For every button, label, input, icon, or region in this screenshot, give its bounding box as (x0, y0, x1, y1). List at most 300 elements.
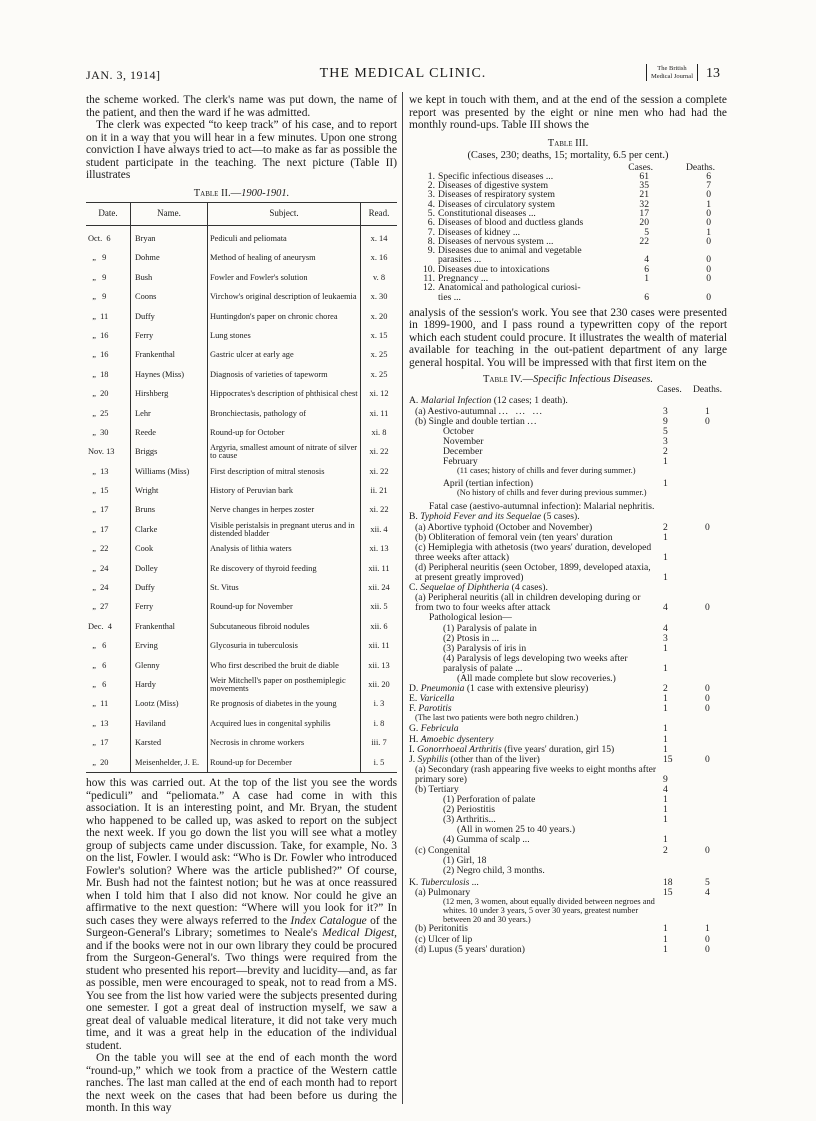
cell-name: Williams (Miss) (131, 462, 208, 481)
cell-text: Pneumonia (420, 683, 465, 695)
table-row (86, 520, 397, 539)
cell-subject: Re discovery of thyroid feeding (208, 559, 361, 578)
deaths-value: 0 (705, 693, 710, 705)
cell-name: Dolley (131, 559, 208, 578)
cell-date: „ 20 (86, 753, 131, 773)
cell-date: Oct. 6 (88, 233, 111, 243)
cell-name: Bruns (131, 501, 208, 520)
deaths-value: 1 (705, 405, 710, 417)
cell-date: „ 15 (88, 486, 109, 496)
paragraph: the scheme worked. The clerk's name was put down, the name of the patient, and then the ward if he was admitted. (86, 94, 397, 119)
cell-text: February (443, 456, 478, 468)
cell-subject: First description of mitral stenosis (208, 462, 361, 481)
cell-text: (12 cases; 1 death). (493, 395, 568, 407)
cell-name: Ferry (131, 598, 208, 617)
cases-value: 1 (663, 794, 668, 806)
row-label: Diseases of nervous system ... (438, 235, 554, 247)
cell-read: xii. 6 (361, 617, 398, 636)
cases-value: 1 (663, 723, 668, 735)
cases-value: 4 (663, 622, 668, 634)
body-text (86, 777, 397, 1115)
column-divider (402, 92, 403, 1104)
deaths-value: 0 (705, 844, 710, 856)
cell-text: (other than of the liver) (450, 753, 540, 765)
cell-text: (No history of chills and fever during previous summer.) (457, 488, 647, 498)
cell-read: xi. 12 (361, 385, 398, 404)
cell-date: „ 30 (88, 427, 109, 437)
cell-date: Nov. 13 (88, 447, 115, 457)
cases-value: 1 (663, 693, 668, 705)
deaths-value: 0 (706, 235, 711, 247)
cell-date: „ 9 (88, 253, 107, 263)
cases-value: 4 (644, 254, 649, 266)
cases-value: 1 (663, 642, 668, 654)
cell-read: v. 8 (361, 268, 398, 287)
cell-name: Lootz (Miss) (131, 695, 208, 714)
table-row (86, 617, 397, 636)
cases-value: 2 (663, 844, 668, 856)
table-row (86, 249, 397, 268)
deaths-value: 1 (706, 226, 711, 238)
cell-name: Clarke (131, 520, 208, 539)
cell-text: (All made complete but slow recoveries.) (457, 672, 616, 684)
row-label: Diseases due to animal and vegetable (438, 245, 582, 257)
row-number: 6. (427, 217, 435, 229)
cell-read: i. 3 (361, 695, 398, 714)
cell-text: (1) Perforation of palate (443, 794, 536, 806)
deaths-value: 7 (706, 180, 711, 192)
deaths-value: 0 (705, 683, 710, 695)
cell-subject: Diagnosis of varieties of tapeworm (208, 365, 361, 384)
running-header (86, 64, 720, 86)
table-row (86, 385, 397, 404)
left-column (86, 94, 397, 1115)
cell-text: (a) Pulmonary (415, 886, 471, 898)
cases-value: 20 (639, 217, 649, 229)
cell-name: Coons (131, 288, 208, 307)
cell-name: Glenny (131, 656, 208, 675)
cell-text: (11 cases; history of chills and fever during summer.) (457, 466, 636, 476)
cell-name: Meisenhelder, J. E. (131, 753, 208, 773)
cell-name: Bryan (131, 225, 208, 249)
cell-text: December (443, 445, 483, 457)
table2-caption: Table II.—1900-1901. (193, 187, 290, 199)
table4-row (409, 945, 727, 955)
table4-row: (a) Aestivo-autumnal ... ... ... 3 1 (409, 407, 727, 417)
cell-text: (1) Girl, 18 (443, 854, 487, 866)
cell-date: „ 17 (88, 524, 109, 534)
cases-value: 1 (663, 834, 668, 846)
cases-value: 1 (663, 703, 668, 715)
table-row (86, 579, 397, 598)
cell-date: „ 13 (88, 718, 109, 728)
table-row-cont: parasites ... 4 0 (438, 254, 711, 266)
cases-value: 2 (663, 445, 668, 457)
cell-text: F. (409, 703, 416, 715)
deaths-value: 0 (705, 753, 710, 765)
issue-date: JAN. 3, 1914] (86, 68, 161, 82)
cell-read: xi. 22 (361, 501, 398, 520)
row-label: Diseases of circulatory system (438, 198, 555, 210)
table-row (86, 268, 397, 287)
cell-name: Duffy (131, 307, 208, 326)
cell-read: xii. 4 (361, 520, 398, 539)
cell-text: (a) Secondary (rash appearing five weeks to eight months after primary sore) (415, 763, 657, 785)
cases-value: 17 (639, 207, 649, 219)
cases-value: 3 (663, 632, 668, 644)
table-row (86, 637, 397, 656)
cases-value: 6 (644, 291, 649, 303)
cell-text: (a) Aestivo-autumnal (415, 405, 497, 417)
table-row (86, 365, 397, 384)
cell-subject: Acquired lues in congenital syphilis (208, 714, 361, 733)
cell-subject: Bronchiectasis, pathology of (208, 404, 361, 423)
cell-subject: Fowler and Fowler's solution (208, 268, 361, 287)
table-3-body (417, 172, 727, 302)
cell-read: x. 25 (361, 346, 398, 365)
table-row (86, 714, 397, 733)
row-label: Diseases of digestive system (438, 180, 549, 192)
cell-subject: Lung stones (208, 326, 361, 345)
cell-read: xii. 11 (361, 559, 398, 578)
cell-name: Hirshberg (131, 385, 208, 404)
cell-subject: Round-up for October (208, 423, 361, 442)
cell-subject: Necrosis in chrome workers (208, 734, 361, 753)
cases-value: 6 (644, 263, 649, 275)
cases-value: 1 (663, 478, 668, 490)
cell-read: xi. 22 (361, 462, 398, 481)
cell-read: x. 15 (361, 326, 398, 345)
cell-text: Parotitis (418, 703, 452, 715)
cell-text: Gonorrhoeal Arthritis (417, 743, 502, 755)
row-number: 7. (427, 226, 435, 238)
cell-text: B. (409, 511, 418, 523)
col-subject: Subject. (208, 202, 361, 225)
page-number: 13 (706, 66, 720, 81)
cell-text: K. (409, 876, 419, 888)
cases-value: 1 (663, 551, 668, 563)
table-row (86, 598, 397, 617)
col-date: Date. (86, 202, 131, 225)
cases-value: 35 (639, 180, 649, 192)
cell-text: Sequelae of Diphtheria (420, 582, 510, 594)
cell-read: xii. 24 (361, 579, 398, 598)
row-number: 1. (427, 170, 435, 182)
deaths-value: 0 (706, 254, 711, 266)
table4-row (409, 684, 727, 694)
cell-text: (The last two patients were both negro children.) (415, 713, 579, 723)
cell-subject: Virchow's original description of leukaemia (208, 288, 361, 307)
cell-text: (All in women 25 to 40 years.) (457, 824, 576, 836)
cases-value: 15 (663, 886, 673, 898)
cell-name: Dohme (131, 249, 208, 268)
row-number: 3. (427, 189, 435, 201)
cell-name: Haynes (Miss) (131, 365, 208, 384)
cases-value: 1 (663, 814, 668, 826)
cell-name: Briggs (131, 443, 208, 462)
cell-read: x. 30 (361, 288, 398, 307)
table-row (86, 559, 397, 578)
cell-text: (4) Paralysis of legs developing two weeks after paralysis of palate ... (443, 652, 628, 674)
cases-value: 32 (639, 198, 649, 210)
cell-text: Pathological lesion— (429, 612, 512, 624)
section-title: THE MEDICAL CLINIC. (319, 66, 487, 81)
cases-value: 2 (663, 521, 668, 533)
cell-read: xi. 13 (361, 540, 398, 559)
cases-value: 1 (663, 662, 668, 674)
deaths-value: 0 (706, 207, 711, 219)
cases-value: 1 (663, 743, 668, 755)
cases-value: 2 (663, 683, 668, 695)
table-row (86, 734, 397, 753)
cell-text: (3) Paralysis of iris in (443, 642, 527, 654)
cell-subject: Pediculi and peliomata (208, 225, 361, 249)
deaths-value: 0 (706, 217, 711, 229)
cell-name: Lehr (131, 404, 208, 423)
cell-text: (12 men, 3 women, about equally divided between negroes and whites. 10 under 3 years, 5 over 30 years, greatest number between 20 and 30 years.) (443, 897, 655, 924)
cell-text: (1 case with extensive pleurisy) (466, 683, 589, 695)
row-label: Pregnancy ... (438, 273, 489, 285)
cell-read: xi. 22 (361, 443, 398, 462)
cell-text: (2) Ptosis in ... (443, 632, 499, 644)
cell-text: (b) Single and double tertian (415, 415, 525, 427)
deaths-value: 0 (706, 291, 711, 303)
deaths-value: 6 (706, 170, 711, 182)
right-intro: we kept in touch with them, and at the end of the session a complete report was presented by the eight or nine men who had had the monthly round-ups. Table III shows the (409, 94, 727, 131)
table-row (86, 695, 397, 714)
cell-text: (c) Ulcer of lip (415, 933, 473, 945)
cell-text: C. (409, 582, 418, 594)
row-label: Diseases of kidney ... (438, 226, 521, 238)
cell-text: (b) Obliteration of femoral vein (ten years' duration (415, 531, 613, 543)
row-number: 2. (427, 180, 435, 192)
cell-date: Dec. 4 (88, 621, 112, 631)
cell-date: „ 11 (88, 311, 109, 321)
cell-name: Cook (131, 540, 208, 559)
cell-subject: Analysis of lithia waters (208, 540, 361, 559)
cell-read: x. 14 (361, 225, 398, 249)
table3-title: Table III. (547, 137, 589, 149)
table4-row (409, 654, 727, 674)
cell-subject: St. Vitus (208, 579, 361, 598)
paragraph: The clerk was expected “to keep track” of his case, and to report on it in a way that you will hear in a few minutes. Upon one strong conviction I have always tried to act—to make as far as possible the student participate in the teaching. The next picture (Table II) illustrates (86, 119, 397, 181)
cell-date: „ 24 (88, 563, 109, 573)
cell-subject: Method of healing of aneurysm (208, 249, 361, 268)
row-number: 5. (427, 207, 435, 219)
cell-date: „ 16 (88, 330, 109, 340)
cell-read: i. 5 (361, 753, 398, 773)
table-row (86, 404, 397, 423)
cell-read: x. 16 (361, 249, 398, 268)
deaths-value: 1 (706, 198, 711, 210)
table4-row (409, 694, 727, 704)
row-number: 8. (427, 235, 435, 247)
deaths-value: 0 (705, 521, 710, 533)
table-row (86, 443, 397, 462)
table-2-body (86, 225, 397, 773)
cell-subject: Round-up for November (208, 598, 361, 617)
cell-subject: Round-up for December (208, 753, 361, 773)
table-3 (417, 163, 727, 302)
cell-date: „ 24 (88, 583, 109, 593)
cell-read: xii. 11 (361, 637, 398, 656)
cell-name: Ferry (131, 326, 208, 345)
cases-value: 1 (644, 273, 649, 285)
cell-text: (5 cases). (543, 511, 580, 523)
deaths-value: 1 (705, 923, 710, 935)
cell-text: A. (409, 395, 419, 407)
cell-date: „ 9 (88, 272, 107, 282)
paragraph: On the table you will see at the end of each month the word “round-up,” which we took from a practice of the Western cattle ranches. The last man called at the end of each month had to report the next week on the cases that had been before us during the month. In this way (86, 1052, 397, 1115)
cell-text: (d) Peripheral neuritis (seen October, 1899, developed ataxia, at present greatly improved) (415, 561, 651, 584)
cell-text: (1) Paralysis of palate in (443, 622, 537, 634)
cell-text: H. (409, 733, 419, 745)
cases-value: 1 (663, 933, 668, 945)
row-number: 11. (423, 273, 435, 285)
cell-name: Hardy (131, 675, 208, 694)
cell-text: (4) Gumma of scalp ... (443, 834, 530, 846)
cell-subject: History of Peruvian bark (208, 482, 361, 501)
cell-text: E. (409, 693, 418, 705)
table-row (86, 326, 397, 345)
cell-text: (4 cases). (511, 582, 548, 594)
table3-subtitle: (Cases, 230; deaths, 15; mortality, 6.5 per cent.) (467, 149, 669, 161)
cell-text: (a) Peripheral neuritis (all in children developing during or from two to four weeks after attack (415, 592, 641, 614)
cell-text: (d) Lupus (5 years' duration) (415, 943, 525, 955)
cell-subject: Visible peristalsis in pregnant uterus and in distended bladder (208, 520, 361, 539)
cases-value: 3 (663, 435, 668, 447)
cell-subject: Gastric ulcer at early age (208, 346, 361, 365)
table-4 (409, 385, 727, 954)
table3-header: Cases. Deaths. (628, 161, 715, 173)
deaths-value: 0 (705, 703, 710, 715)
table-row (86, 288, 397, 307)
row-label: Constitutional diseases ... (438, 207, 536, 219)
cell-subject: Subcutaneous fibroid nodules (208, 617, 361, 636)
cell-text: (2) Periostitis (443, 804, 495, 816)
cell-text: D. (409, 683, 419, 695)
cell-text: (c) Congenital (415, 844, 471, 856)
cell-date: „ 6 (88, 679, 107, 689)
table-row (86, 501, 397, 520)
table-row (86, 540, 397, 559)
table4-row (409, 593, 727, 613)
cell-date: „ 17 (88, 505, 109, 515)
deaths-value: 0 (705, 933, 710, 945)
deaths-value: 0 (706, 263, 711, 275)
cell-text: November (443, 435, 484, 447)
cell-date: „ 6 (88, 641, 107, 651)
cell-subject: Glycosuria in tuberculosis (208, 637, 361, 656)
cases-value: 1 (663, 804, 668, 816)
row-label: Specific infectious diseases ... (438, 170, 554, 182)
table-header-row (86, 202, 397, 225)
table-row (86, 753, 397, 773)
table4-note (409, 467, 727, 477)
table4-row (409, 543, 727, 563)
cell-text: Tuberculosis ... (420, 876, 480, 888)
cell-subject: Argyria, smallest amount of nitrate of silver to cause (208, 443, 361, 462)
cell-subject: Weir Mitchell's paper on posthemiplegic movements (208, 675, 361, 694)
cases-value: 61 (639, 170, 649, 182)
cell-name: Frankenthal (131, 346, 208, 365)
row-number: 9. (427, 245, 435, 257)
cell-name: Haviland (131, 714, 208, 733)
row-label: Diseases of respiratory system (438, 189, 555, 201)
table4-note (409, 489, 727, 499)
cell-text: (b) Peritonitis (415, 923, 469, 935)
cell-subject: Who first described the bruit de diable (208, 656, 361, 675)
table-row (86, 307, 397, 326)
cell-date: „ 22 (88, 544, 109, 554)
cell-text: Varicella (419, 693, 455, 705)
table-row (86, 482, 397, 501)
cell-subject: Hippocrates's description of phthisical chest (208, 385, 361, 404)
cases-value: 15 (663, 753, 673, 765)
cell-text: I. (409, 743, 415, 755)
cases-value: 9 (663, 415, 668, 427)
row-number: 12. (423, 282, 435, 294)
cell-text: April (tertian infection) (443, 478, 534, 490)
right-column (409, 94, 727, 955)
table-row (86, 462, 397, 481)
cell-name: Wright (131, 482, 208, 501)
cell-text: Febricula (420, 723, 459, 735)
cell-text: G. (409, 723, 419, 735)
cell-name: Erving (131, 637, 208, 656)
cell-text: J. (409, 753, 416, 765)
cell-name: Reede (131, 423, 208, 442)
row-label: Anatomical and pathological curiosi- (438, 282, 581, 294)
cases-value: 21 (639, 189, 649, 201)
col-read: Read. (361, 202, 398, 225)
table4-note (409, 898, 727, 924)
table4-row (409, 563, 727, 583)
cell-subject: Re prognosis of diabetes in the young (208, 695, 361, 714)
cases-value: 5 (663, 425, 668, 437)
cell-name: Frankenthal (131, 617, 208, 636)
table-row (417, 283, 727, 292)
table-2 (86, 202, 397, 774)
cell-read: iii. 7 (361, 734, 398, 753)
table-row (86, 675, 397, 694)
cases-value: 1 (663, 943, 668, 955)
cell-read: ii. 21 (361, 482, 398, 501)
paragraph: how this was carried out. At the top of the list you see the words “pediculi” and “peliomata.” A case had come in with this association. It is an interesting point, and Mr. Bryan, the student who happened to be called up, was asked to report on the subject the next week. If you go down the list you will see what a motley group of subjects came under discussion. Take, for example, No. 3 on the list, Fowler. I would ask: “Who is Dr. Fowler who introduced Fowler's solution? Where was the article published?” Of course, Mr. Bush had not the faintest notion; but he was at once reassured when I told him that I also did not know. Nor could he give an affirmative to the next question: “Where will you look for it?” In such cases they were always referred to the Index Catalogue of the Surgeon-General's Library; sometimes to Neale's Medical Digest, and if the books were not in our own library they could be procured from the Surgeon-General's. Two things were required from the student who presented his report—brevity and lucidity—and, as far as possible, men were encouraged to speak, not to read from a MS. You see from the list how varied were the subjects presented during one semester. I got a great deal of instruction myself, we saw a great deal of valuable medical literature, it did not take very much time, and it was a great help in the education of the individual student. (86, 777, 397, 1052)
cases-value: 1 (663, 456, 668, 468)
cell-read: xi. 11 (361, 404, 398, 423)
cases-value: 18 (663, 876, 673, 888)
cell-date: „ 16 (88, 350, 109, 360)
cell-date: „ 27 (88, 602, 109, 612)
cell-read: x. 25 (361, 365, 398, 384)
journal-logo: The British Medical Journal (646, 64, 698, 81)
cell-text: October (443, 425, 474, 437)
cell-subject: Nerve changes in herpes zoster (208, 501, 361, 520)
cell-date: „ 9 (88, 292, 107, 302)
deaths-value: Deaths. (693, 384, 723, 396)
cases-value: 1 (663, 923, 668, 935)
table4-caption: Table IV.—Specific Infectious Diseases. (482, 374, 653, 386)
cell-read: xii. 5 (361, 598, 398, 617)
intro-text (86, 94, 397, 182)
table4-row (409, 866, 727, 876)
cases-value: 1 (663, 531, 668, 543)
table-row-cont: ties ... 6 0 (438, 291, 711, 303)
cell-text: Fatal case (aestivo-autumnal infection): Malarial nephritis. (429, 501, 655, 513)
cases-value: 9 (663, 773, 668, 785)
row-number: 4. (427, 198, 435, 210)
